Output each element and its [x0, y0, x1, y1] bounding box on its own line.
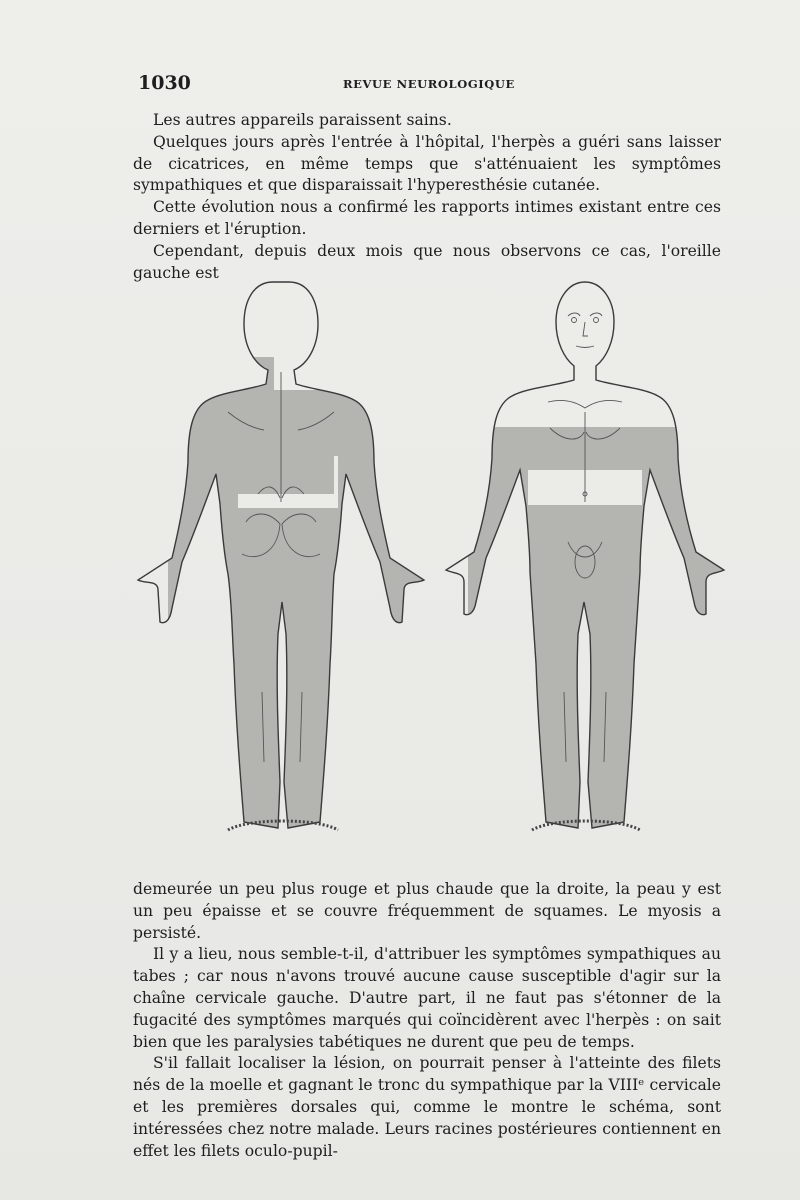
running-header: [138, 72, 722, 96]
paragraph: S'il fallait localiser la lésion, on pourrait penser à l'atteinte des filets nés de la moelle et gagnant le tronc du sympathique par la VIIIᵉ cervicale et les premières dorsales qui, comme le montre le schéma, sont intéressées chez notre malade. Leurs racines postérieures contiennent en effet les filets oculo-pupil-: [133, 1054, 721, 1160]
paragraph: Cependant, depuis deux mois que nous observons ce cas, l'oreille gauche est: [133, 241, 721, 282]
back-view-figure: [138, 282, 428, 838]
front-shaded-regions: [468, 427, 728, 835]
paragraph: demeurée un peu plus rouge et plus chaude que la droite, la peau y est un peu épaisse et se couvre fréquemment de squames. Le myosis a persisté.: [133, 880, 721, 942]
body-diagram-figure: [128, 262, 728, 862]
back-shaded-regions: [168, 357, 428, 838]
journal-title: REVUE NEUROLOGIQUE: [343, 77, 515, 91]
front-view-figure: [446, 282, 728, 835]
dermatome-diagram: [128, 262, 728, 862]
paragraph: Il y a lieu, nous semble-t-il, d'attribuer les symptômes sympathiques au tabes ; car nous n'avons trouvé aucune cause susceptible d'agir sur la chaîne cervicale gauche. D'autre part, il ne faut pas s'étonner de la fugacité des symptômes marqués qui coïncidèrent avec l'herpès : on sait bien que les paralysies tabétiques ne durent que peu de temps.: [133, 945, 721, 1051]
paragraph: Les autres appareils paraissent sains.: [153, 111, 452, 129]
paragraph: Quelques jours après l'entrée à l'hôpital, l'herpès a guéri sans laisser de cicatrices, en même temps que s'atténuaient les symptômes sympathiques et que disparaissait l'hyperesthésie cutanée.: [133, 132, 721, 195]
text-block-bottom: [133, 879, 721, 1162]
page-number: 1030: [138, 72, 191, 94]
paragraph: Cette évolution nous a confirmé les rapports intimes existant entre ces derniers et l'éruption.: [133, 198, 721, 238]
text-block-top: [133, 110, 721, 284]
